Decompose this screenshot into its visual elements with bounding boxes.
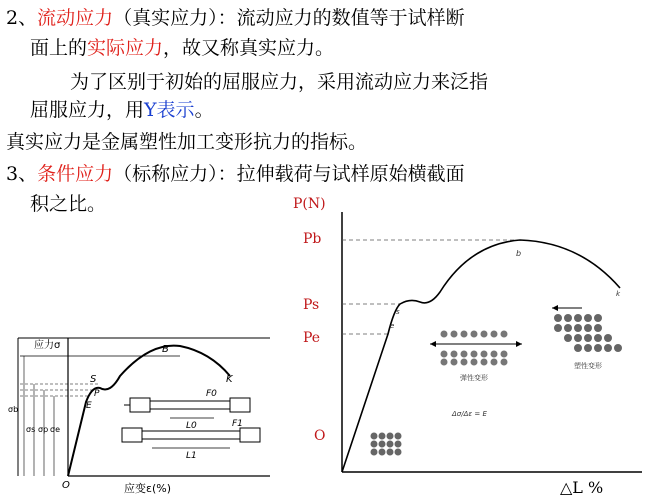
label-sigma-b: σb bbox=[8, 405, 19, 414]
formula: Δσ/Δε = E bbox=[452, 410, 487, 418]
label-L0: L0 bbox=[186, 421, 197, 431]
item-number: 2、 bbox=[6, 7, 38, 29]
paren-true-stress: （真实应力）： bbox=[113, 7, 237, 29]
line-2-b: ，故又称真实应力。 bbox=[163, 37, 335, 59]
label-sigma-e: σe bbox=[50, 425, 60, 434]
label-L1: L1 bbox=[186, 451, 197, 461]
line-4 bbox=[30, 98, 214, 122]
label-o: O bbox=[314, 428, 326, 444]
line-6 bbox=[6, 162, 465, 186]
label-P: P bbox=[94, 389, 100, 399]
line-5: 真实应力是金属塑性加工变形抗力的指标。 bbox=[6, 131, 368, 153]
label-E: E bbox=[86, 401, 92, 411]
label-pe: Pe bbox=[303, 330, 321, 346]
load-elongation-diagram bbox=[280, 210, 660, 480]
point-k: k bbox=[616, 290, 621, 298]
label-K: K bbox=[226, 374, 233, 385]
line-1-rest: 流动应力的数值等于试样断 bbox=[236, 7, 465, 29]
right-x-axis-label: △L % bbox=[560, 478, 604, 497]
line-2 bbox=[30, 36, 334, 60]
bottom-atoms-illustration bbox=[371, 433, 402, 456]
label-F1: F1 bbox=[232, 419, 243, 429]
label-S: S bbox=[90, 374, 97, 385]
label-pb: Pb bbox=[303, 231, 322, 247]
line-4-b: 。 bbox=[194, 99, 214, 121]
left-y-axis-label: 应力σ bbox=[34, 340, 61, 351]
label-B: B bbox=[162, 344, 169, 355]
paren-nominal: （标称应力）： bbox=[113, 163, 237, 185]
plastic-atoms-illustration bbox=[552, 305, 622, 370]
stress-strain-diagram bbox=[0, 330, 285, 500]
label-F0: F0 bbox=[206, 389, 217, 399]
line-2-a: 面上的 bbox=[30, 37, 88, 59]
point-b: b bbox=[516, 249, 522, 258]
line-1 bbox=[6, 6, 465, 30]
label-origin: O bbox=[62, 480, 70, 491]
term-flow-stress: 流动应力 bbox=[37, 7, 114, 29]
label-sigma-p: σp bbox=[38, 425, 49, 434]
line-7: 积之比。 bbox=[30, 193, 107, 215]
left-x-axis-label: 应变ε(%) bbox=[124, 482, 171, 495]
point-s: s bbox=[396, 308, 400, 316]
line-6-rest: 拉伸载荷与试样原始横截面 bbox=[236, 163, 465, 185]
line-3: 为了区别于初始的屈服应力，采用流动应力来泛指 bbox=[70, 71, 489, 93]
elastic-atoms-illustration bbox=[430, 331, 522, 383]
y-symbol: Y表示 bbox=[144, 99, 195, 121]
right-y-axis-label: P(N) bbox=[293, 196, 326, 212]
item-number-3: 3、 bbox=[6, 163, 38, 185]
label-sigma-s: σs bbox=[26, 425, 36, 434]
plastic-label: 塑性变形 bbox=[574, 362, 602, 370]
label-ps: Ps bbox=[303, 297, 320, 313]
elastic-label: 弹性变形 bbox=[460, 374, 488, 382]
term-nominal-stress: 条件应力 bbox=[37, 163, 114, 185]
point-e: e bbox=[390, 322, 395, 330]
term-actual-stress: 实际应力 bbox=[87, 37, 164, 59]
line-4-a: 屈服应力，用 bbox=[30, 99, 145, 121]
